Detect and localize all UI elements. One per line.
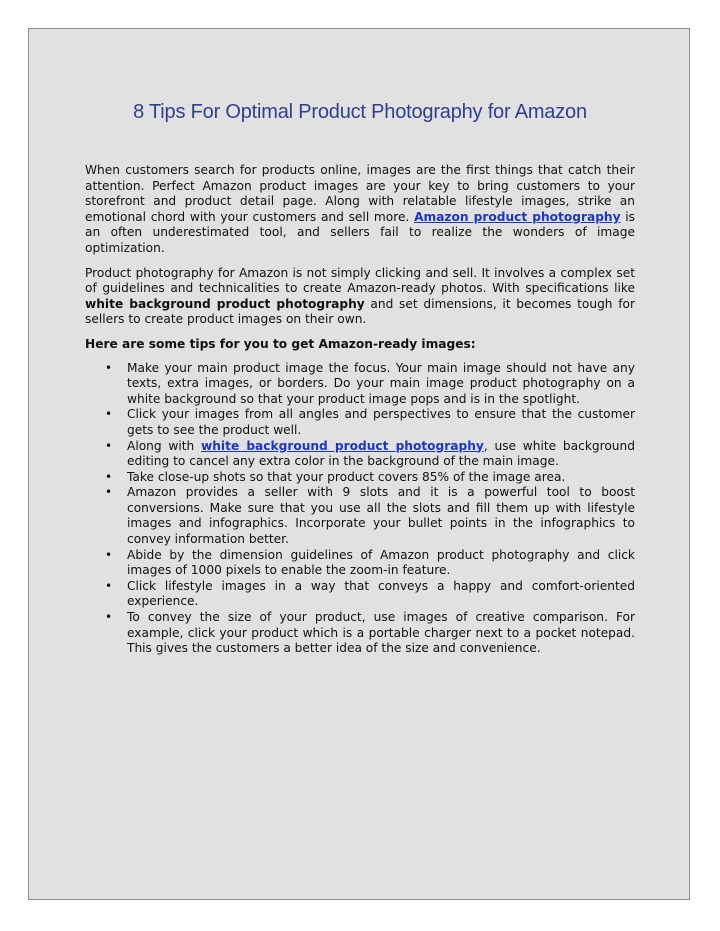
bullet-icon: • — [105, 469, 113, 484]
bullet-icon: • — [105, 438, 113, 453]
bullet-icon: • — [105, 485, 113, 500]
list-item — [105, 485, 635, 547]
tip-text-start: Along with — [127, 438, 201, 453]
guidelines-text-start: Product photography for Amazon is not simply clicking and sell. It involves a complex set of guidelines and technicalities to create Amazon-ready photos. With specifications like — [85, 265, 635, 296]
list-item — [105, 578, 635, 610]
list-item — [105, 407, 635, 438]
document-page — [28, 28, 690, 900]
intro-text-end: is an often underestimated tool, and sellers fail to realize the wonders of image optimization. — [85, 209, 635, 255]
tip-text: Click lifestyle images in a way that conveys a happy and comfort-oriented experience. — [127, 578, 635, 609]
amazon-product-photography-link[interactable]: Amazon product photography — [414, 209, 621, 224]
list-item — [105, 547, 635, 579]
page-title: 8 Tips For Optimal Product Photography for Amazon — [133, 101, 587, 123]
bullet-icon: • — [105, 610, 113, 625]
tip-text: Amazon provides a seller with 9 slots and it is a powerful tool to boost conversions. Make sure that you use all the slots and fill them up with lifestyle images and infographics. Incorporate your bullet points in the infographics to convey information better. — [127, 485, 635, 547]
tip-text: Click your images from all angles and perspectives to ensure that the customer gets to see the product well. — [127, 407, 635, 437]
white-background-photography-link[interactable]: white background product photography — [201, 438, 484, 453]
list-item — [105, 469, 635, 486]
document-content — [85, 99, 635, 657]
guidelines-paragraph — [85, 266, 635, 328]
list-item — [105, 438, 635, 470]
tips-heading: Here are some tips for you to get Amazon-ready images: — [85, 336, 476, 351]
bullet-icon: • — [105, 407, 113, 422]
intro-text-start: When customers search for products online, images are the first things that catch their attention. Perfect Amazon product images are your key to bring customers to your storefront and product detail page. Along with relatable lifestyle images, strike an emotional chord with your customers and sell more. — [85, 163, 635, 224]
tip-text: Make your main product image the focus. Your main image should not have any texts, extra images, or borders. Do your main image product photography on a white background so that your product image pops and is in the spotlight. — [127, 360, 635, 406]
bullet-icon: • — [105, 360, 113, 375]
bullet-icon: • — [105, 578, 113, 593]
bullet-icon: • — [105, 547, 113, 562]
tips-list — [85, 361, 635, 657]
tip-text: Take close-up shots so that your product covers 85% of the image area. — [127, 469, 566, 484]
white-background-emphasis: white background product photography — [85, 296, 365, 311]
tip-text-end: , use white background editing to cancel any extra color in the background of the main image. — [127, 438, 635, 469]
intro-paragraph — [85, 163, 635, 257]
tip-text: Abide by the dimension guidelines of Amazon product photography and click images of 1000 pixels to enable the zoom-in feature. — [127, 547, 635, 578]
tip-text: To convey the size of your product, use images of creative comparison. For example, click your product which is a portable charger next to a pocket notepad. This gives the customers a better idea of the size and convenience. — [127, 610, 635, 656]
list-item — [105, 610, 635, 657]
list-item — [105, 360, 635, 408]
guidelines-text-end: and set dimensions, it becomes tough for sellers to create product images on their own. — [85, 296, 635, 327]
